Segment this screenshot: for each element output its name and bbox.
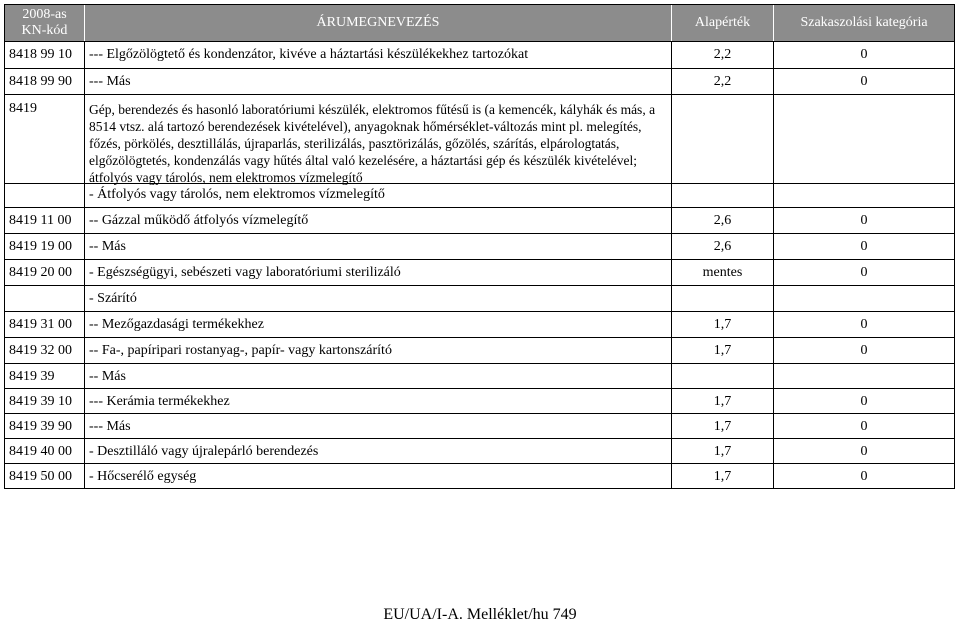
table-row	[5, 95, 954, 184]
row-code: 8419 19 00	[5, 234, 85, 259]
row-name: Gép, berendezés és hasonló laboratóriumi készülék, elektromos fűtésű is (a kemencék, kályhák és más, a 8514 vtsz. alá tartozó berendezések kivételével), anyagoknak hőmérséklet-változás mint pl. melegítés, főzés, pörkölés, desztillálás, újraparlás, sterilizálás, pasztörizálás, gőzölés, szárítás, elpárologtatás, elgőzölögtetés, kondenzálás vagy hűtés által való kezelésére, a háztartási gép és készülék kivételével; átfolyós vagy tárolós, nem elektromos vízmelegítő	[85, 95, 672, 183]
row-rate: 1,7	[672, 389, 774, 413]
table-row	[5, 338, 954, 364]
row-rate: 2,2	[672, 69, 774, 94]
row-rate	[672, 184, 774, 207]
header-code	[5, 5, 85, 41]
table-row	[5, 464, 954, 488]
row-rate	[672, 286, 774, 311]
row-name: -- Mezőgazdasági termékekhez	[85, 312, 672, 337]
row-name: - Egészségügyi, sebészeti vagy laboratóriumi sterilizáló	[85, 260, 672, 285]
row-category: 0	[860, 394, 868, 409]
row-rate: 2,2	[672, 42, 774, 68]
row-name: -- Fa-, papíripari rostanyag-, papír- vagy kartonszárító	[85, 338, 672, 363]
tariff-table	[4, 4, 955, 489]
row-code: 8419 39	[5, 364, 85, 388]
header-code-line2: KN-kód	[21, 23, 68, 38]
row-name: - Desztilláló vagy újralepárló berendezés	[85, 439, 672, 463]
row-name: --- Kerámia termékekhez	[85, 389, 672, 413]
row-code: 8419	[5, 95, 85, 183]
row-name: - Átfolyós vagy tárolós, nem elektromos vízmelegítő	[85, 184, 672, 207]
row-code: 8419 39 10	[5, 389, 85, 413]
table-row	[5, 184, 954, 208]
table-row	[5, 364, 954, 389]
row-category: 0	[860, 317, 868, 332]
row-code: 8419 39 90	[5, 414, 85, 438]
table-row	[5, 69, 954, 95]
table-row	[5, 234, 954, 260]
row-rate: 1,7	[672, 439, 774, 463]
row-category: 0	[860, 419, 868, 434]
row-code: 8419 32 00	[5, 338, 85, 363]
row-code	[5, 286, 85, 311]
table-row	[5, 286, 954, 312]
table-row	[5, 439, 954, 464]
row-rate: 1,7	[672, 464, 774, 488]
row-category: 0	[860, 444, 868, 459]
row-code: 8419 31 00	[5, 312, 85, 337]
table-row	[5, 414, 954, 439]
row-category: 0	[860, 469, 868, 484]
row-category: 0	[860, 239, 868, 254]
header-name: ÁRUMEGNEVEZÉS	[85, 5, 672, 41]
header-code-line1: 2008-as	[22, 7, 67, 22]
row-code: 8419 20 00	[5, 260, 85, 285]
row-category: 0	[860, 47, 868, 62]
row-category: 0	[860, 74, 868, 89]
row-code: 8419 50 00	[5, 464, 85, 488]
row-category	[774, 95, 954, 183]
row-rate: 2,6	[672, 208, 774, 233]
row-category: 0	[860, 265, 868, 280]
row-rate: mentes	[672, 260, 774, 285]
row-name: - Szárító	[85, 286, 672, 311]
row-name: -- Más	[85, 364, 672, 388]
row-rate	[672, 364, 774, 388]
row-category: 0	[860, 343, 868, 358]
row-category	[774, 286, 954, 311]
row-code: 8419 11 00	[5, 208, 85, 233]
row-category	[774, 364, 954, 388]
page-footer: EU/UA/I-A. Melléklet/hu 749	[383, 606, 577, 623]
row-code	[5, 184, 85, 207]
row-category	[774, 184, 954, 207]
row-name: --- Elgőzölögtető és kondenzátor, kivéve a háztartási készülékekhez tartozókat	[85, 42, 672, 68]
table-header	[5, 5, 954, 42]
table-row	[5, 312, 954, 338]
row-rate: 1,7	[672, 414, 774, 438]
header-category: Szakaszolási kategória	[800, 15, 928, 30]
row-rate	[672, 95, 774, 183]
table-row	[5, 42, 954, 69]
row-code: 8418 99 90	[5, 69, 85, 94]
row-code: 8418 99 10	[5, 42, 85, 68]
row-name: --- Más	[85, 414, 672, 438]
row-rate: 1,7	[672, 312, 774, 337]
header-rate: Alapérték	[672, 5, 774, 41]
row-rate: 2,6	[672, 234, 774, 259]
table-row	[5, 389, 954, 414]
row-category: 0	[860, 213, 868, 228]
row-rate: 1,7	[672, 338, 774, 363]
row-code: 8419 40 00	[5, 439, 85, 463]
row-name: -- Gázzal működő átfolyós vízmelegítő	[85, 208, 672, 233]
row-name: --- Más	[85, 69, 672, 94]
row-name: -- Más	[85, 234, 672, 259]
table-row	[5, 260, 954, 286]
table-row	[5, 208, 954, 234]
row-name: - Hőcserélő egység	[85, 464, 672, 488]
